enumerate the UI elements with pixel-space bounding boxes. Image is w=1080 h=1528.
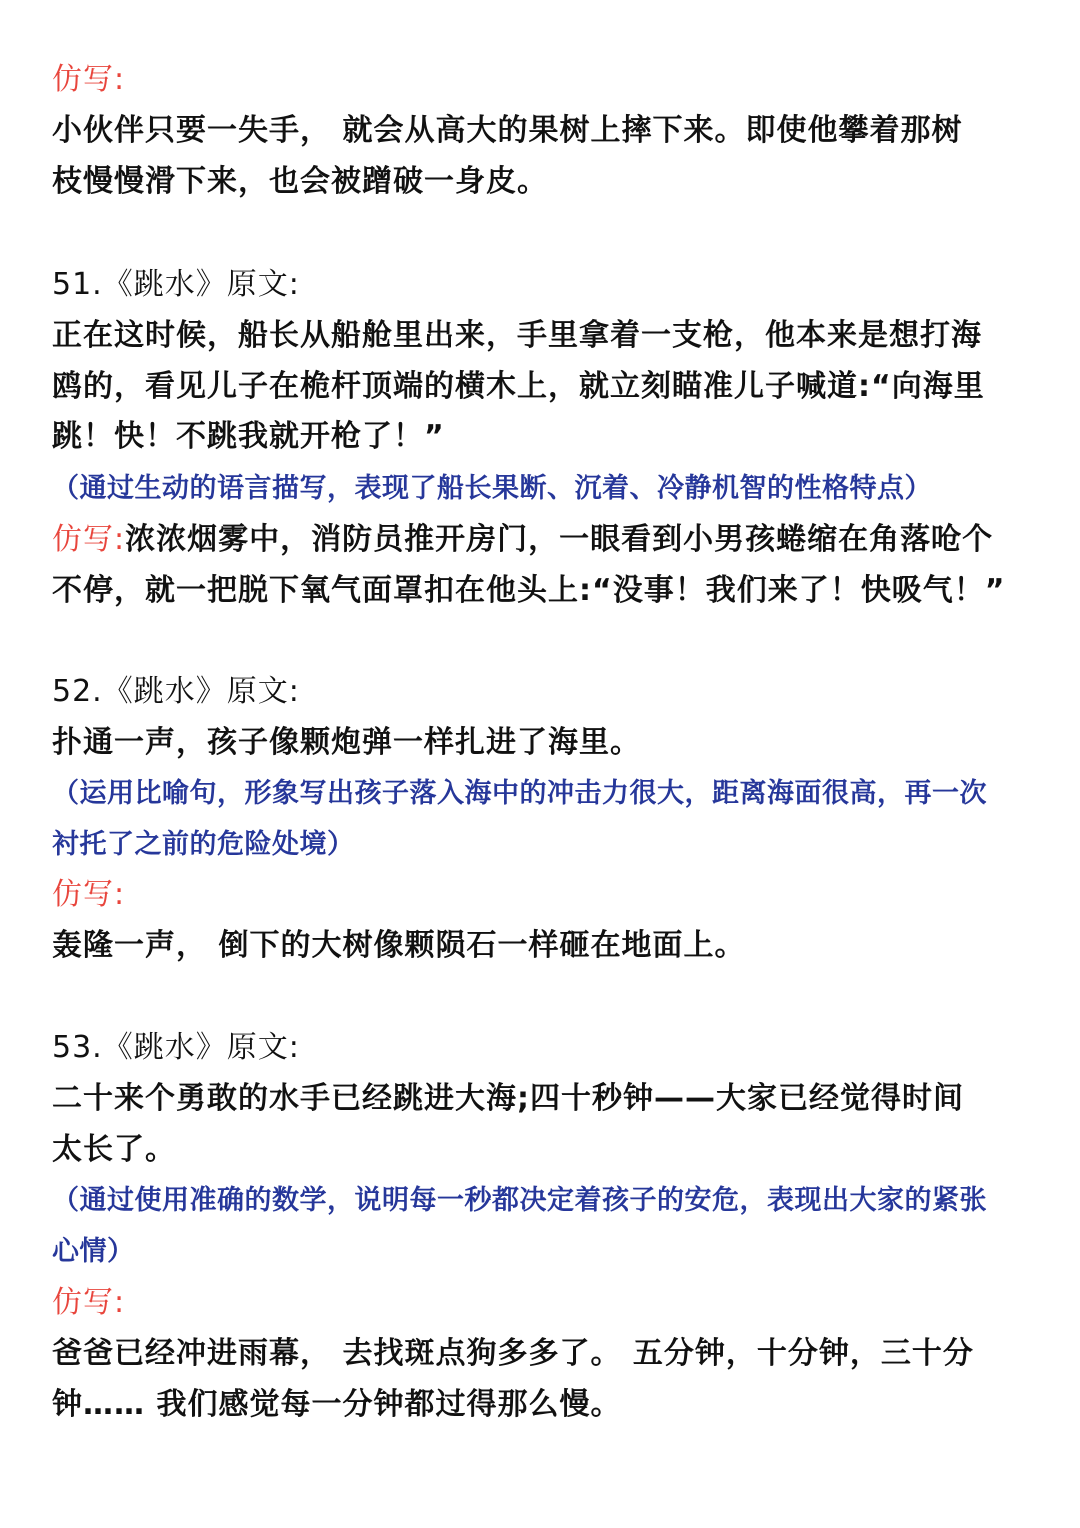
section-heading-51: 51.《跳水》原文: [52,267,300,302]
imitation-text: 轰隆一声， 倒下的大树像颗陨石一样砸在地面上。 [52,928,746,963]
original-text: 扑通一声，孩子像颗炮弹一样扎进了海里。 [52,725,641,760]
imitation-line [52,515,993,565]
analysis-note: （通过使用准确的数学，说明每一秒都决定着孩子的安危，表现出大家的紧张 [52,1185,987,1216]
imitation-text: 不停，就一把脱下氧气面罩扣在他头上:“没事！我们来了！快吸气！” [52,573,1006,608]
imitation-text: 浓浓烟雾中，消防员推开房门，一眼看到小男孩蜷缩在角落呛个 [125,522,994,557]
section-heading-52: 52.《跳水》原文: [52,674,300,709]
original-text: 太长了。 [52,1132,176,1167]
imitation-label: 仿写: [52,62,126,97]
analysis-note: （通过生动的语言描写，表现了船长果断、沉着、冷静机智的性格特点） [52,473,932,504]
original-text: 鸥的，看见儿子在桅杆顶端的横木上，就立刻瞄准儿子喊道:“向海里 [52,369,985,404]
original-text: 二十来个勇敢的水手已经跳进大海;四十秒钟——大家已经觉得时间 [52,1081,964,1116]
imitation-label: 仿写: [52,522,126,557]
imitation-text: 小伙伴只要一失手， 就会从高大的果树上摔下来。即使他攀着那树 [52,113,963,148]
imitation-label: 仿写: [52,877,126,912]
section-heading-53: 53.《跳水》原文: [52,1030,300,1065]
imitation-text: 钟…… 我们感觉每一分钟都过得那么慢。 [52,1387,622,1422]
imitation-label: 仿写: [52,1285,126,1320]
imitation-text: 枝慢慢滑下来，也会被蹭破一身皮。 [52,164,548,199]
analysis-note: 心情） [52,1236,135,1267]
imitation-text: 爸爸已经冲进雨幕， 去找斑点狗多多了。 五分钟，十分钟，三十分 [52,1336,974,1371]
original-text: 正在这时候，船长从船舱里出来，手里拿着一支枪，他本来是想打海 [52,318,982,353]
original-text: 跳！快！不跳我就开枪了！” [52,419,445,454]
analysis-note: 衬托了之前的危险处境） [52,829,355,860]
analysis-note: （运用比喻句，形象写出孩子落入海中的冲击力很大，距离海面很高，再一次 [52,778,987,809]
